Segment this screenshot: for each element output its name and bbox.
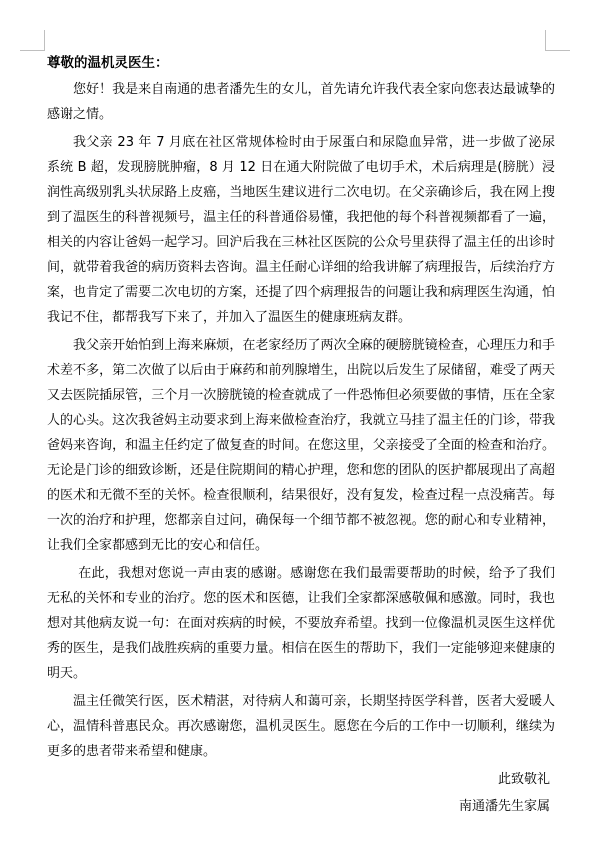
letter-paragraph-diagnosis: 我父亲 23 年 7 月底在社区常规体检时由于尿蛋白和尿隐血异常，进一步做了泌尿系统 B 超，发现膀胱肿瘤，8 月 12 日在通大附院做了电切手术，术后病理是(膀胱）浸润性高级别乳头状尿路上皮癌，当地医生建议进行二次电切。在父亲确诊后，我在网上搜到了温医生的科普视频号，温主任的科普通俗易懂，我把他的每个科普视频都看了一遍，相关的内容让爸妈一起学习。回沪后我在三林社区医院的公众号里获得了温主任的出诊时间，就带着我爸的病历资料去咨询。温主任耐心详细的给我讲解了病理报告，后续治疗方案，也肯定了需要二次电切的方案，还提了四个病理报告的问题让我和病理医生沟通，怕我记不住，都帮我写下来了，并加入了温医生的健康班病友群。 — [47, 135, 555, 325]
letter-paragraph-greeting: 您好！我是来自南通的患者潘先生的女儿，首先请允许我代表全家向您表达最诚挚的感谢之情。 — [47, 82, 555, 122]
letter-salutation: 尊敬的温机灵医生： — [47, 55, 169, 71]
letter-signature: 南通潘先生家属 — [458, 799, 550, 814]
letter-paragraph-treatment: 我父亲开始怕到上海来麻烦，在老家经历了两次全麻的硬膀胱镜检查，心理压力和手术差不多，第二次做了以后由于麻药和前列腺增生，出院以后发生了尿储留，难受了两天又去医院插尿管，三个月一次膀胱镜的检查就成了一件恐怖但必须要做的事情，压在全家人的心头。这次我爸妈主动要求到上海来做检查治疗，我就立马挂了温主任的门诊，带我爸妈来咨询，和温主任约定了做复查的时间。在您这里，父亲接受了全面的检查和治疗。无论是门诊的细致诊断，还是住院期间的精心护理，您和您的团队的医护都展现出了高超的医术和无微不至的关怀。检查很顺利，结果很好，没有复发，检查过程一点没痛苦。每一次的治疗和护理，您都亲自过问，确保每一个细节都不被忽视。您的耐心和专业精神，让我们全家都感到无比的安心和信任。 — [47, 338, 555, 553]
page-corner-mark-top-right — [545, 30, 570, 51]
letter-paragraph-gratitude: 在此，我想对您说一声由衷的感谢。感谢您在我们最需要帮助的时候，给予了我们无私的关怀和专业的治疗。您的医术和医德，让我们全家都深感敬佩和感激。同时，我也想对其他病友说一句：在面对疾病的时候，不要放弃希望。找到一位像温机灵医生这样优秀的医生，是我们战胜疾病的重要力量。相信在医生的帮助下，我们一定能够迎来健康的明天。 — [47, 566, 555, 681]
letter-page — [47, 52, 555, 819]
letter-paragraph-praise: 温主任微笑行医，医术精湛，对待病人和蔼可亲，长期坚持医学科普，医者大爱暖人心，温情科普惠民众。再次感谢您，温机灵医生。愿您在今后的工作中一切顺利，继续为更多的患者带来希望和健康。 — [47, 694, 555, 759]
letter-closing: 此致敬礼 — [497, 772, 550, 787]
page-corner-mark-top-left — [20, 30, 45, 51]
